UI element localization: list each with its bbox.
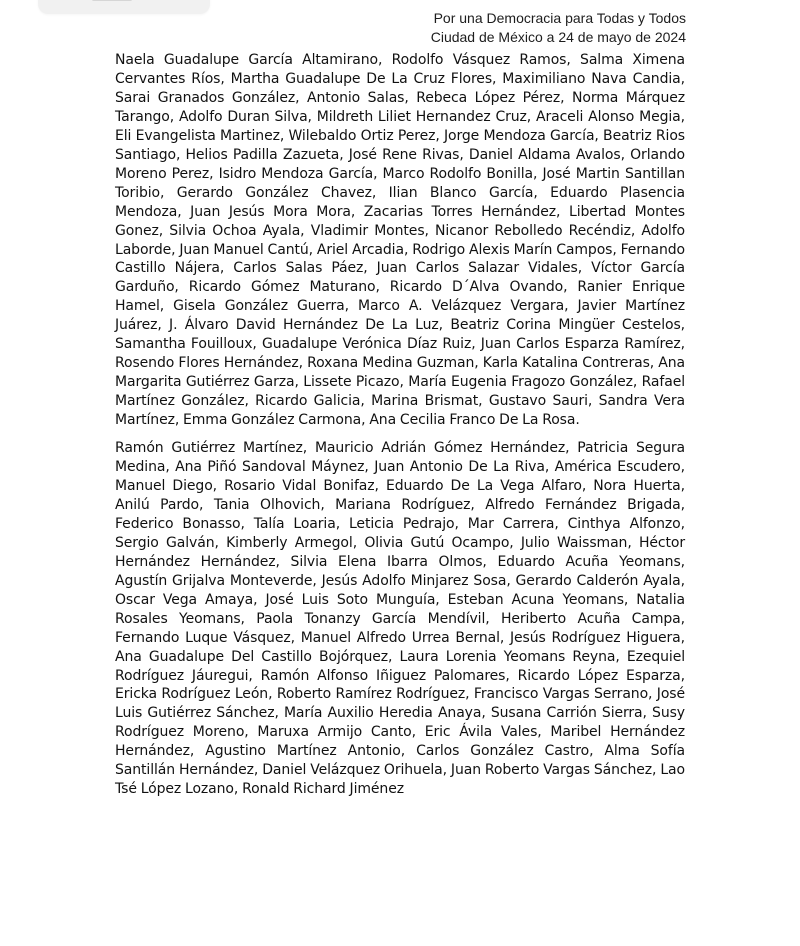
viewer-top-tab[interactable] — [38, 0, 210, 14]
signatories-list — [115, 51, 685, 799]
header-place-date: Ciudad de México a 24 de mayo de 2024 — [430, 29, 686, 45]
tab-handle-mark — [92, 0, 132, 1]
header-motto: Por una Democracia para Todas y Todos — [433, 10, 686, 26]
signatories-paragraph-2: Ramón Gutiérrez Martínez, Mauricio Adrián Gómez Hernández, Patricia Segura Medina, Ana Piñó Sandoval Máynez, Juan Antonio De La Riva, América Escudero, Manuel Diego, Rosario Vidal Bonifaz, Eduardo De La Vega Alfaro, Nora Huerta, Anilú Pardo, Tania Olhovich, Mariana Rodríguez, Alfredo Fernández Brigada, Federico Bonasso, Talía Loaria, Leticia Pedrajo, Mar Carrera, Cinthya Alfonzo, Sergio Galván, Kimberly Armegol, Olivia Gutú Ocampo, Julio Waissman, Héctor Hernández Hernández, Silvia Elena Ibarra Olmos, Eduardo Acuña Yeomans, Agustín Grijalva Monteverde, Jesús Adolfo Minjarez Sosa, Gerardo Calderón Ayala, Oscar Vega Amaya, José Luis Soto Munguía, Esteban Acuna Yeomans, Natalia Rosales Yeomans, Paola Tonanzy García Mendívil, Heriberto Acuña Campa, Fernando Luque Vásquez, Manuel Alfredo Urrea Bernal, Jesús Rodríguez Higuera, Ana Guadalupe Del Castillo Bojórquez, Laura Lorenia Yeomans Reyna, Ezequiel Rodríguez Jáuregui, Ramón Alfonso Iñiguez Palomares, Ricardo López Esparza, Ericka Rodríguez León, Roberto Ramírez Rodríguez, Francisco Vargas Serrano, José Luis Gutiérrez Sánchez, María Auxilio Heredia Anaya, Susana Carrión Sierra, Susy Rodríguez Moreno, Maruxa Armijo Canto, Eric Ávila Vales, Maribel Hernández Hernández, Agustino Martínez Antonio, Carlos González Castro, Alma Sofía Santillán Hernández, Daniel Velázquez Orihuela, Juan Roberto Vargas Sánchez, Lao Tsé López Lozano, Ronald Richard Jiménez — [115, 440, 685, 798]
signatories-paragraph-1: Naela Guadalupe García Altamirano, Rodolfo Vásquez Ramos, Salma Ximena Cervantes Ríos, Martha Guadalupe De La Cruz Flores, Maximiliano Nava Candia, Sarai Granados González, Antonio Salas, Rebeca López Pérez, Norma Márquez Tarango, Adolfo Duran Silva, Mildreth Liliet Hernandez Cruz, Araceli Alonso Megia, Eli Evangelista Martinez, Wilebaldo Ortiz Perez, Jorge Mendoza García, Beatriz Rios Santiago, Helios Padilla Zazueta, José Rene Rivas, Daniel Aldama Avalos, Orlando Moreno Perez, Isidro Mendoza García, Marco Rodolfo Bonilla, José Martin Santillan Toribio, Gerardo González Chavez, Ilian Blanco García, Eduardo Plasencia Mendoza, Juan Jesús Mora Mora, Zacarias Torres Hernández, Libertad Montes Gonez, Silvia Ochoa Ayala, Vladimir Montes, Nicanor Rebolledo Recéndiz, Adolfo Laborde, Juan Manuel Cantú, Ariel Arcadia, Rodrigo Alexis Marín Campos, Fernando Castillo Nájera, Carlos Salas Páez, Juan Carlos Salazar Vidales, Víctor García Garduño, Ricardo Gómez Maturano, Ricardo D´Alva Ovando, Ranier Enrique Hamel, Gisela González Guerra, Marco A. Velázquez Vergara, Javier Martínez Juárez, J. Álvaro David Hernández De La Luz, Beatriz Corina Mingüer Cestelos, Samantha Fouilloux, Guadalupe Verónica Díaz Ruiz, Juan Carlos Esparza Ramírez, Rosendo Flores Hernández, Roxana Medina Guzman, Karla Katalina Contreras, Ana Margarita Gutiérrez Garza, Lissete Picazo, María Eugenia Fragozo González, Rafael Martínez González, Ricardo Galicia, Marina Brismat, Gustavo Sauri, Sandra Vera Martínez, Emma González Carmona, Ana Cecilia Franco De La Rosa. — [115, 52, 685, 429]
document-header — [431, 9, 686, 47]
